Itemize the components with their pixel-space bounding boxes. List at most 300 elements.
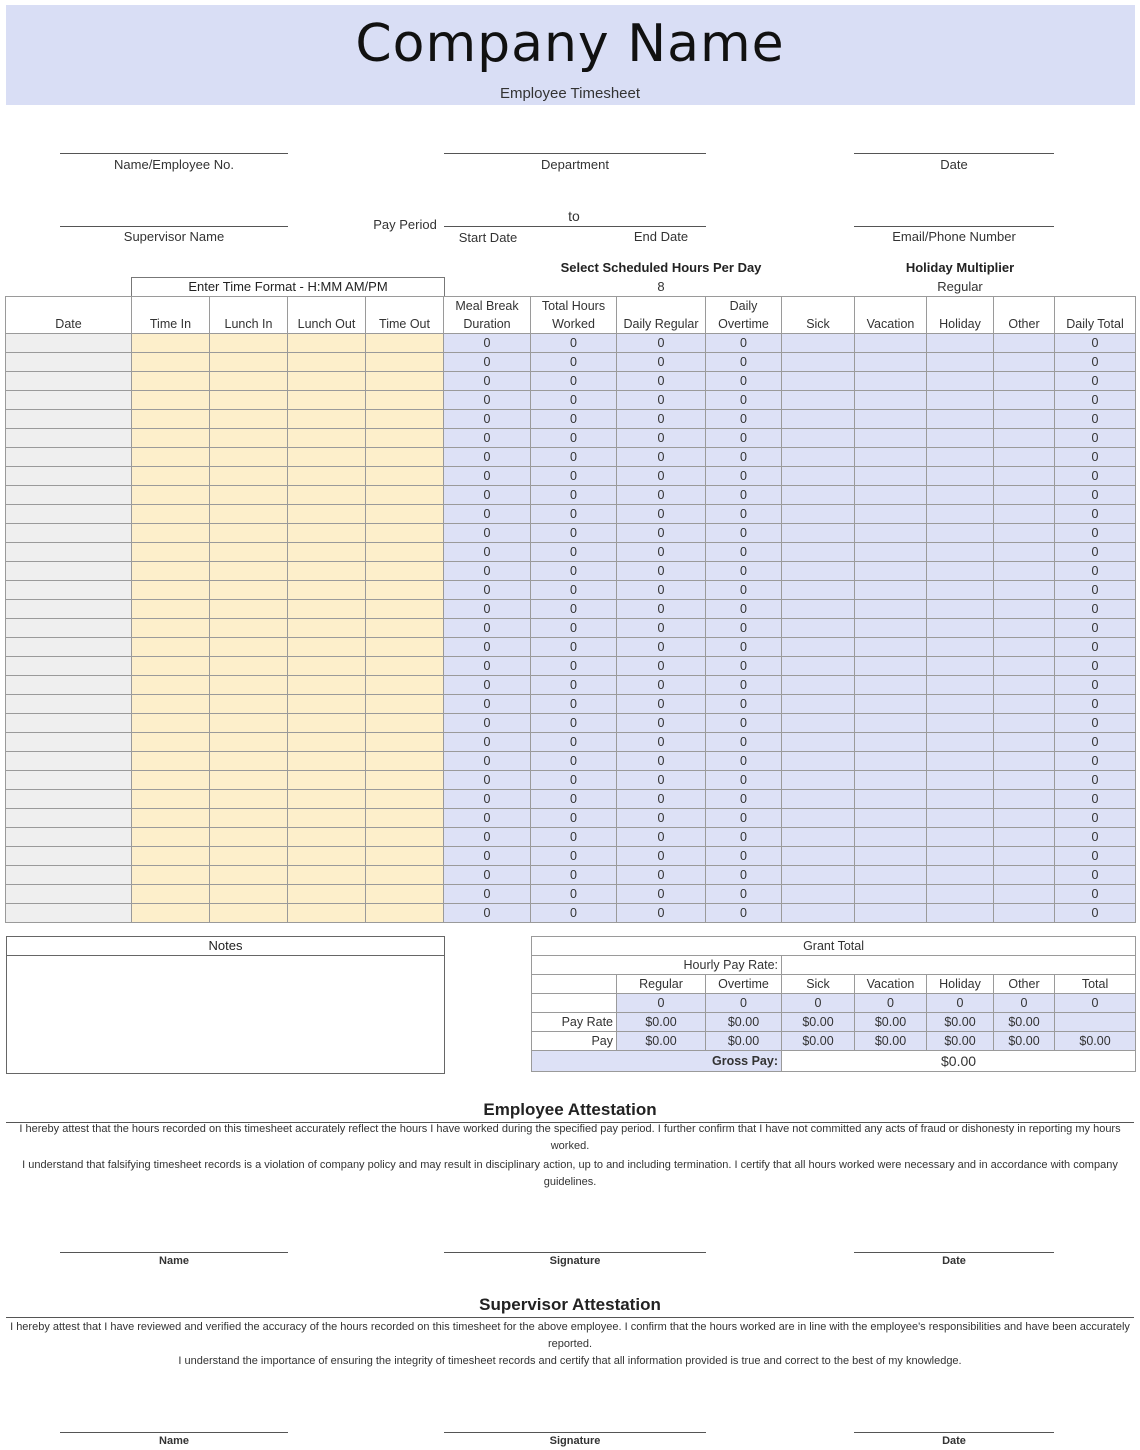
holiday-cell[interactable] <box>927 543 994 562</box>
sick-cell[interactable] <box>782 904 855 923</box>
sick-cell[interactable] <box>782 885 855 904</box>
pay-rate-regular[interactable]: $0.00 <box>617 1013 706 1032</box>
date-cell[interactable] <box>6 353 132 372</box>
sick-cell[interactable] <box>782 524 855 543</box>
pay-rate-overtime[interactable]: $0.00 <box>706 1013 782 1032</box>
vacation-cell[interactable] <box>855 524 927 543</box>
other-cell[interactable] <box>994 600 1055 619</box>
sick-cell[interactable] <box>782 448 855 467</box>
sick-cell[interactable] <box>782 353 855 372</box>
holiday-cell[interactable] <box>927 505 994 524</box>
lunch-out-cell[interactable] <box>288 752 366 771</box>
time-out-cell[interactable] <box>366 505 444 524</box>
date-field-line[interactable] <box>854 153 1054 154</box>
time-in-cell[interactable] <box>132 448 210 467</box>
lunch-in-cell[interactable] <box>210 486 288 505</box>
vacation-cell[interactable] <box>855 410 927 429</box>
pay-rate-holiday[interactable]: $0.00 <box>927 1013 994 1032</box>
date-cell[interactable] <box>6 391 132 410</box>
scheduled-hours-value[interactable]: 8 <box>657 279 665 294</box>
lunch-out-cell[interactable] <box>288 562 366 581</box>
time-out-cell[interactable] <box>366 524 444 543</box>
holiday-cell[interactable] <box>927 372 994 391</box>
time-out-cell[interactable] <box>366 657 444 676</box>
date-cell[interactable] <box>6 410 132 429</box>
lunch-in-cell[interactable] <box>210 828 288 847</box>
holiday-cell[interactable] <box>927 638 994 657</box>
supervisor-field-line[interactable] <box>60 226 288 227</box>
lunch-in-cell[interactable] <box>210 619 288 638</box>
sick-cell[interactable] <box>782 543 855 562</box>
lunch-in-cell[interactable] <box>210 410 288 429</box>
holiday-cell[interactable] <box>927 600 994 619</box>
time-in-cell[interactable] <box>132 562 210 581</box>
time-out-cell[interactable] <box>366 429 444 448</box>
time-in-cell[interactable] <box>132 353 210 372</box>
sick-cell[interactable] <box>782 847 855 866</box>
sick-cell[interactable] <box>782 657 855 676</box>
time-out-cell[interactable] <box>366 372 444 391</box>
time-out-cell[interactable] <box>366 904 444 923</box>
other-cell[interactable] <box>994 562 1055 581</box>
time-out-cell[interactable] <box>366 676 444 695</box>
other-cell[interactable] <box>994 752 1055 771</box>
holiday-cell[interactable] <box>927 581 994 600</box>
lunch-out-cell[interactable] <box>288 619 366 638</box>
vacation-cell[interactable] <box>855 505 927 524</box>
other-cell[interactable] <box>994 334 1055 353</box>
sick-cell[interactable] <box>782 676 855 695</box>
time-out-cell[interactable] <box>366 486 444 505</box>
time-out-cell[interactable] <box>366 885 444 904</box>
lunch-out-cell[interactable] <box>288 600 366 619</box>
sick-cell[interactable] <box>782 771 855 790</box>
time-out-cell[interactable] <box>366 353 444 372</box>
lunch-in-cell[interactable] <box>210 676 288 695</box>
vacation-cell[interactable] <box>855 771 927 790</box>
vacation-cell[interactable] <box>855 733 927 752</box>
lunch-out-cell[interactable] <box>288 391 366 410</box>
lunch-in-cell[interactable] <box>210 391 288 410</box>
lunch-out-cell[interactable] <box>288 353 366 372</box>
lunch-in-cell[interactable] <box>210 524 288 543</box>
other-cell[interactable] <box>994 391 1055 410</box>
vacation-cell[interactable] <box>855 904 927 923</box>
employee-name-line[interactable] <box>60 1252 288 1253</box>
sick-cell[interactable] <box>782 733 855 752</box>
supervisor-date-line[interactable] <box>854 1432 1054 1433</box>
lunch-out-cell[interactable] <box>288 657 366 676</box>
lunch-in-cell[interactable] <box>210 695 288 714</box>
time-in-cell[interactable] <box>132 600 210 619</box>
lunch-in-cell[interactable] <box>210 790 288 809</box>
time-in-cell[interactable] <box>132 391 210 410</box>
lunch-out-cell[interactable] <box>288 467 366 486</box>
vacation-cell[interactable] <box>855 486 927 505</box>
date-cell[interactable] <box>6 885 132 904</box>
time-in-cell[interactable] <box>132 467 210 486</box>
other-cell[interactable] <box>994 866 1055 885</box>
vacation-cell[interactable] <box>855 391 927 410</box>
time-in-cell[interactable] <box>132 543 210 562</box>
time-out-cell[interactable] <box>366 562 444 581</box>
holiday-cell[interactable] <box>927 714 994 733</box>
time-in-cell[interactable] <box>132 638 210 657</box>
supervisor-name-line[interactable] <box>60 1432 288 1433</box>
holiday-multiplier-value[interactable]: Regular <box>937 279 983 294</box>
time-in-cell[interactable] <box>132 486 210 505</box>
time-in-cell[interactable] <box>132 505 210 524</box>
vacation-cell[interactable] <box>855 809 927 828</box>
date-cell[interactable] <box>6 828 132 847</box>
holiday-cell[interactable] <box>927 676 994 695</box>
notes-box[interactable] <box>6 936 445 1074</box>
lunch-out-cell[interactable] <box>288 828 366 847</box>
holiday-cell[interactable] <box>927 695 994 714</box>
lunch-out-cell[interactable] <box>288 904 366 923</box>
other-cell[interactable] <box>994 733 1055 752</box>
time-out-cell[interactable] <box>366 752 444 771</box>
lunch-out-cell[interactable] <box>288 733 366 752</box>
sick-cell[interactable] <box>782 505 855 524</box>
vacation-cell[interactable] <box>855 429 927 448</box>
lunch-out-cell[interactable] <box>288 790 366 809</box>
pay-rate-other[interactable]: $0.00 <box>994 1013 1055 1032</box>
other-cell[interactable] <box>994 448 1055 467</box>
date-cell[interactable] <box>6 790 132 809</box>
sick-cell[interactable] <box>782 619 855 638</box>
date-cell[interactable] <box>6 505 132 524</box>
employee-signature-line[interactable] <box>444 1252 706 1253</box>
lunch-out-cell[interactable] <box>288 486 366 505</box>
date-cell[interactable] <box>6 752 132 771</box>
vacation-cell[interactable] <box>855 372 927 391</box>
other-cell[interactable] <box>994 581 1055 600</box>
holiday-cell[interactable] <box>927 733 994 752</box>
time-in-cell[interactable] <box>132 790 210 809</box>
other-cell[interactable] <box>994 524 1055 543</box>
date-cell[interactable] <box>6 866 132 885</box>
other-cell[interactable] <box>994 467 1055 486</box>
lunch-out-cell[interactable] <box>288 714 366 733</box>
other-cell[interactable] <box>994 695 1055 714</box>
pay-rate-vacation[interactable]: $0.00 <box>855 1013 927 1032</box>
date-cell[interactable] <box>6 733 132 752</box>
time-in-cell[interactable] <box>132 410 210 429</box>
other-cell[interactable] <box>994 353 1055 372</box>
time-in-cell[interactable] <box>132 866 210 885</box>
lunch-in-cell[interactable] <box>210 581 288 600</box>
lunch-out-cell[interactable] <box>288 448 366 467</box>
time-out-cell[interactable] <box>366 638 444 657</box>
sick-cell[interactable] <box>782 372 855 391</box>
date-cell[interactable] <box>6 448 132 467</box>
date-cell[interactable] <box>6 524 132 543</box>
sick-cell[interactable] <box>782 334 855 353</box>
vacation-cell[interactable] <box>855 600 927 619</box>
other-cell[interactable] <box>994 809 1055 828</box>
other-cell[interactable] <box>994 885 1055 904</box>
other-cell[interactable] <box>994 771 1055 790</box>
date-cell[interactable] <box>6 562 132 581</box>
time-out-cell[interactable] <box>366 581 444 600</box>
time-out-cell[interactable] <box>366 828 444 847</box>
time-out-cell[interactable] <box>366 619 444 638</box>
date-cell[interactable] <box>6 600 132 619</box>
sick-cell[interactable] <box>782 486 855 505</box>
time-out-cell[interactable] <box>366 391 444 410</box>
lunch-out-cell[interactable] <box>288 866 366 885</box>
vacation-cell[interactable] <box>855 847 927 866</box>
time-in-cell[interactable] <box>132 847 210 866</box>
date-cell[interactable] <box>6 467 132 486</box>
vacation-cell[interactable] <box>855 581 927 600</box>
lunch-out-cell[interactable] <box>288 809 366 828</box>
time-in-cell[interactable] <box>132 904 210 923</box>
employee-date-line[interactable] <box>854 1252 1054 1253</box>
vacation-cell[interactable] <box>855 714 927 733</box>
lunch-out-cell[interactable] <box>288 638 366 657</box>
holiday-cell[interactable] <box>927 904 994 923</box>
holiday-cell[interactable] <box>927 752 994 771</box>
holiday-cell[interactable] <box>927 524 994 543</box>
time-in-cell[interactable] <box>132 752 210 771</box>
sick-cell[interactable] <box>782 600 855 619</box>
lunch-out-cell[interactable] <box>288 524 366 543</box>
time-in-cell[interactable] <box>132 657 210 676</box>
holiday-cell[interactable] <box>927 467 994 486</box>
date-cell[interactable] <box>6 486 132 505</box>
lunch-in-cell[interactable] <box>210 714 288 733</box>
holiday-cell[interactable] <box>927 486 994 505</box>
lunch-in-cell[interactable] <box>210 885 288 904</box>
other-cell[interactable] <box>994 543 1055 562</box>
vacation-cell[interactable] <box>855 676 927 695</box>
vacation-cell[interactable] <box>855 695 927 714</box>
time-out-cell[interactable] <box>366 334 444 353</box>
date-cell[interactable] <box>6 334 132 353</box>
date-cell[interactable] <box>6 695 132 714</box>
time-out-cell[interactable] <box>366 866 444 885</box>
time-out-cell[interactable] <box>366 543 444 562</box>
lunch-in-cell[interactable] <box>210 809 288 828</box>
sick-cell[interactable] <box>782 638 855 657</box>
lunch-out-cell[interactable] <box>288 505 366 524</box>
vacation-cell[interactable] <box>855 334 927 353</box>
time-in-cell[interactable] <box>132 695 210 714</box>
vacation-cell[interactable] <box>855 638 927 657</box>
lunch-in-cell[interactable] <box>210 353 288 372</box>
time-out-cell[interactable] <box>366 448 444 467</box>
lunch-in-cell[interactable] <box>210 467 288 486</box>
sick-cell[interactable] <box>782 391 855 410</box>
time-in-cell[interactable] <box>132 676 210 695</box>
sick-cell[interactable] <box>782 714 855 733</box>
other-cell[interactable] <box>994 847 1055 866</box>
lunch-in-cell[interactable] <box>210 562 288 581</box>
other-cell[interactable] <box>994 657 1055 676</box>
other-cell[interactable] <box>994 676 1055 695</box>
lunch-in-cell[interactable] <box>210 543 288 562</box>
department-field-line[interactable] <box>444 153 706 154</box>
holiday-cell[interactable] <box>927 391 994 410</box>
holiday-cell[interactable] <box>927 657 994 676</box>
sick-cell[interactable] <box>782 695 855 714</box>
other-cell[interactable] <box>994 372 1055 391</box>
time-in-cell[interactable] <box>132 524 210 543</box>
lunch-in-cell[interactable] <box>210 448 288 467</box>
time-out-cell[interactable] <box>366 733 444 752</box>
holiday-cell[interactable] <box>927 809 994 828</box>
holiday-cell[interactable] <box>927 448 994 467</box>
lunch-out-cell[interactable] <box>288 676 366 695</box>
time-in-cell[interactable] <box>132 619 210 638</box>
holiday-cell[interactable] <box>927 885 994 904</box>
date-cell[interactable] <box>6 543 132 562</box>
vacation-cell[interactable] <box>855 448 927 467</box>
other-cell[interactable] <box>994 619 1055 638</box>
sick-cell[interactable] <box>782 467 855 486</box>
date-cell[interactable] <box>6 809 132 828</box>
time-in-cell[interactable] <box>132 809 210 828</box>
holiday-cell[interactable] <box>927 410 994 429</box>
holiday-cell[interactable] <box>927 334 994 353</box>
vacation-cell[interactable] <box>855 562 927 581</box>
sick-cell[interactable] <box>782 562 855 581</box>
time-out-cell[interactable] <box>366 714 444 733</box>
sick-cell[interactable] <box>782 828 855 847</box>
other-cell[interactable] <box>994 828 1055 847</box>
lunch-out-cell[interactable] <box>288 410 366 429</box>
lunch-out-cell[interactable] <box>288 429 366 448</box>
vacation-cell[interactable] <box>855 657 927 676</box>
time-in-cell[interactable] <box>132 714 210 733</box>
lunch-out-cell[interactable] <box>288 372 366 391</box>
lunch-in-cell[interactable] <box>210 600 288 619</box>
time-in-cell[interactable] <box>132 581 210 600</box>
other-cell[interactable] <box>994 429 1055 448</box>
time-in-cell[interactable] <box>132 771 210 790</box>
time-out-cell[interactable] <box>366 790 444 809</box>
holiday-cell[interactable] <box>927 562 994 581</box>
lunch-in-cell[interactable] <box>210 657 288 676</box>
lunch-out-cell[interactable] <box>288 771 366 790</box>
vacation-cell[interactable] <box>855 752 927 771</box>
time-out-cell[interactable] <box>366 809 444 828</box>
time-out-cell[interactable] <box>366 600 444 619</box>
vacation-cell[interactable] <box>855 828 927 847</box>
time-out-cell[interactable] <box>366 847 444 866</box>
sick-cell[interactable] <box>782 866 855 885</box>
date-cell[interactable] <box>6 771 132 790</box>
date-cell[interactable] <box>6 847 132 866</box>
vacation-cell[interactable] <box>855 543 927 562</box>
time-out-cell[interactable] <box>366 410 444 429</box>
date-cell[interactable] <box>6 619 132 638</box>
sick-cell[interactable] <box>782 581 855 600</box>
lunch-in-cell[interactable] <box>210 505 288 524</box>
sick-cell[interactable] <box>782 809 855 828</box>
vacation-cell[interactable] <box>855 790 927 809</box>
time-in-cell[interactable] <box>132 828 210 847</box>
lunch-out-cell[interactable] <box>288 885 366 904</box>
holiday-cell[interactable] <box>927 353 994 372</box>
pay-period-line[interactable] <box>444 226 706 227</box>
date-cell[interactable] <box>6 372 132 391</box>
lunch-out-cell[interactable] <box>288 581 366 600</box>
lunch-in-cell[interactable] <box>210 334 288 353</box>
vacation-cell[interactable] <box>855 866 927 885</box>
name-field-line[interactable] <box>60 153 288 154</box>
date-cell[interactable] <box>6 429 132 448</box>
pay-rate-sick[interactable]: $0.00 <box>782 1013 855 1032</box>
date-cell[interactable] <box>6 714 132 733</box>
date-cell[interactable] <box>6 904 132 923</box>
lunch-in-cell[interactable] <box>210 733 288 752</box>
date-cell[interactable] <box>6 638 132 657</box>
sick-cell[interactable] <box>782 790 855 809</box>
supervisor-signature-line[interactable] <box>444 1432 706 1433</box>
lunch-out-cell[interactable] <box>288 695 366 714</box>
date-cell[interactable] <box>6 676 132 695</box>
time-in-cell[interactable] <box>132 733 210 752</box>
vacation-cell[interactable] <box>855 619 927 638</box>
other-cell[interactable] <box>994 410 1055 429</box>
lunch-in-cell[interactable] <box>210 771 288 790</box>
sick-cell[interactable] <box>782 410 855 429</box>
hourly-rate-input[interactable] <box>782 956 1136 975</box>
holiday-cell[interactable] <box>927 847 994 866</box>
holiday-cell[interactable] <box>927 619 994 638</box>
lunch-out-cell[interactable] <box>288 847 366 866</box>
time-out-cell[interactable] <box>366 467 444 486</box>
other-cell[interactable] <box>994 714 1055 733</box>
time-out-cell[interactable] <box>366 695 444 714</box>
time-in-cell[interactable] <box>132 334 210 353</box>
lunch-in-cell[interactable] <box>210 638 288 657</box>
sick-cell[interactable] <box>782 429 855 448</box>
vacation-cell[interactable] <box>855 353 927 372</box>
other-cell[interactable] <box>994 638 1055 657</box>
time-out-cell[interactable] <box>366 771 444 790</box>
lunch-in-cell[interactable] <box>210 372 288 391</box>
other-cell[interactable] <box>994 486 1055 505</box>
lunch-in-cell[interactable] <box>210 866 288 885</box>
other-cell[interactable] <box>994 505 1055 524</box>
lunch-in-cell[interactable] <box>210 752 288 771</box>
time-in-cell[interactable] <box>132 372 210 391</box>
holiday-cell[interactable] <box>927 429 994 448</box>
holiday-cell[interactable] <box>927 828 994 847</box>
lunch-in-cell[interactable] <box>210 429 288 448</box>
date-cell[interactable] <box>6 581 132 600</box>
holiday-cell[interactable] <box>927 866 994 885</box>
sick-cell[interactable] <box>782 752 855 771</box>
vacation-cell[interactable] <box>855 467 927 486</box>
date-cell[interactable] <box>6 657 132 676</box>
lunch-out-cell[interactable] <box>288 543 366 562</box>
holiday-cell[interactable] <box>927 790 994 809</box>
other-cell[interactable] <box>994 790 1055 809</box>
time-in-cell[interactable] <box>132 429 210 448</box>
email-field-line[interactable] <box>854 226 1054 227</box>
lunch-in-cell[interactable] <box>210 904 288 923</box>
other-cell[interactable] <box>994 904 1055 923</box>
vacation-cell[interactable] <box>855 885 927 904</box>
lunch-out-cell[interactable] <box>288 334 366 353</box>
holiday-cell[interactable] <box>927 771 994 790</box>
time-in-cell[interactable] <box>132 885 210 904</box>
